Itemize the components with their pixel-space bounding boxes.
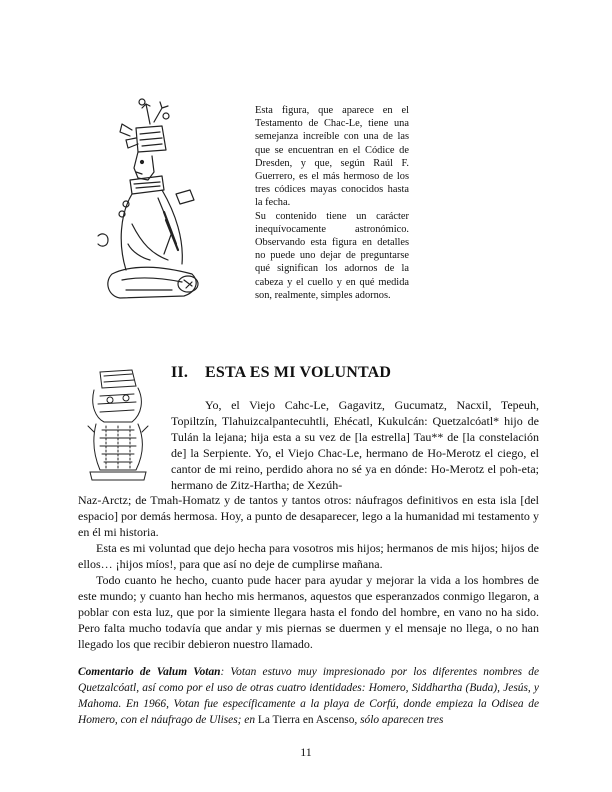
body-text [78,398,539,653]
body-paragraph-1a: Yo, el Viejo Cahc-Le, Gagavitz, Gucumatz, Nacxil, Tepeuh, Topiltzín, Tlahuizcalpantecuhtli, Ehécatl, Kukulcán: Quetzalcóatl* hijo de Tulán la lejana; hija esta a su vez de [la estrella] Tau** de [la constelación de] la Serpiente. Yo, el Viejo Chac-Le, hermano de Ho-Merotz el ciego, el cantor de mi reino, perdido ahora no sé ya en dónde: Ho-Merotz el poh-eta; hermano de Zitz-Hartha; de Xezúh- [171,398,539,492]
body-paragraph-3: Todo cuanto he hecho, cuanto pude hacer para ayudar y mejorar la vida a los hombres de este mundo; y cuanto han hecho mis hermanos, aquestos que esperanzados conmigo llegaron, a poblar con esta luz, que por la simiente llegara hasta el fondo del hombre, en vano no ha sido. Pero falta mucho todavía que andar y mis piernas se duermen y el mensaje no llega, o no han llegado los que recibir debieron nuestro llamado. [78,572,539,651]
commentary-text-2: , sólo aparecen tres [354,714,444,726]
body-paragraph-1b: Naz-Arctz; de Tmah-Homatz y de tantos y tantos otros: náufragos definitivos en esta isla [del espacio] por demás hermosa. Hoy, a punto de desaparecer, lego a la humanidad mi testamento y en él mi historia. [78,493,539,540]
body-paragraph-2: Esta es mi voluntad que dejo hecha para vosotros mis hijos; hermanos de mis hijos; hijos de ellos… ¡hijos míos!, para que así no deje de cumplirse mañana. [78,541,539,572]
page-number: 11 [300,745,312,759]
caption-paragraph-1: Esta figura, que aparece en el Testamento de Chac-Le, tiene una semejanza increíble con una de las que se encuentran en el Códice de Dresden, y que, según Raúl F. Guerrero, es el más hermoso de los tres códices mayas conocidos hasta la fecha. [255,105,409,209]
section-number: II. [171,364,189,381]
commentary-lead: Comentario de Valum Votan [78,666,221,678]
section-heading [171,364,391,382]
commentary-text-1: : Votan estuvo muy impresionado por los diferentes nombres de Quetzalcóatl, así como por el uso de otras cuatro identidades: Homero, Siddhartha (Buda), Jesús, y Mahoma. En 1966, Votan fue específicamente a la playa de Corfú, donde empieza la Odisea de Homero, con el náufrago de Ulises; en [78,666,540,726]
section-title: ESTA ES MI VOLUNTAD [205,364,392,381]
caption-paragraph-2: Su contenido tiene un carácter inequívocamente astronómico. Observando esta figura en detalles no puede uno dejar de preguntarse qué significan los adornos de la cabeza y el cuello y en qué medida son, realmente, simples adornos. [255,210,409,301]
commentary-book-title: La Tierra en Ascenso [257,714,355,726]
commentary [78,664,539,728]
maya-codex-figure [92,94,212,318]
figure-caption [255,104,409,302]
